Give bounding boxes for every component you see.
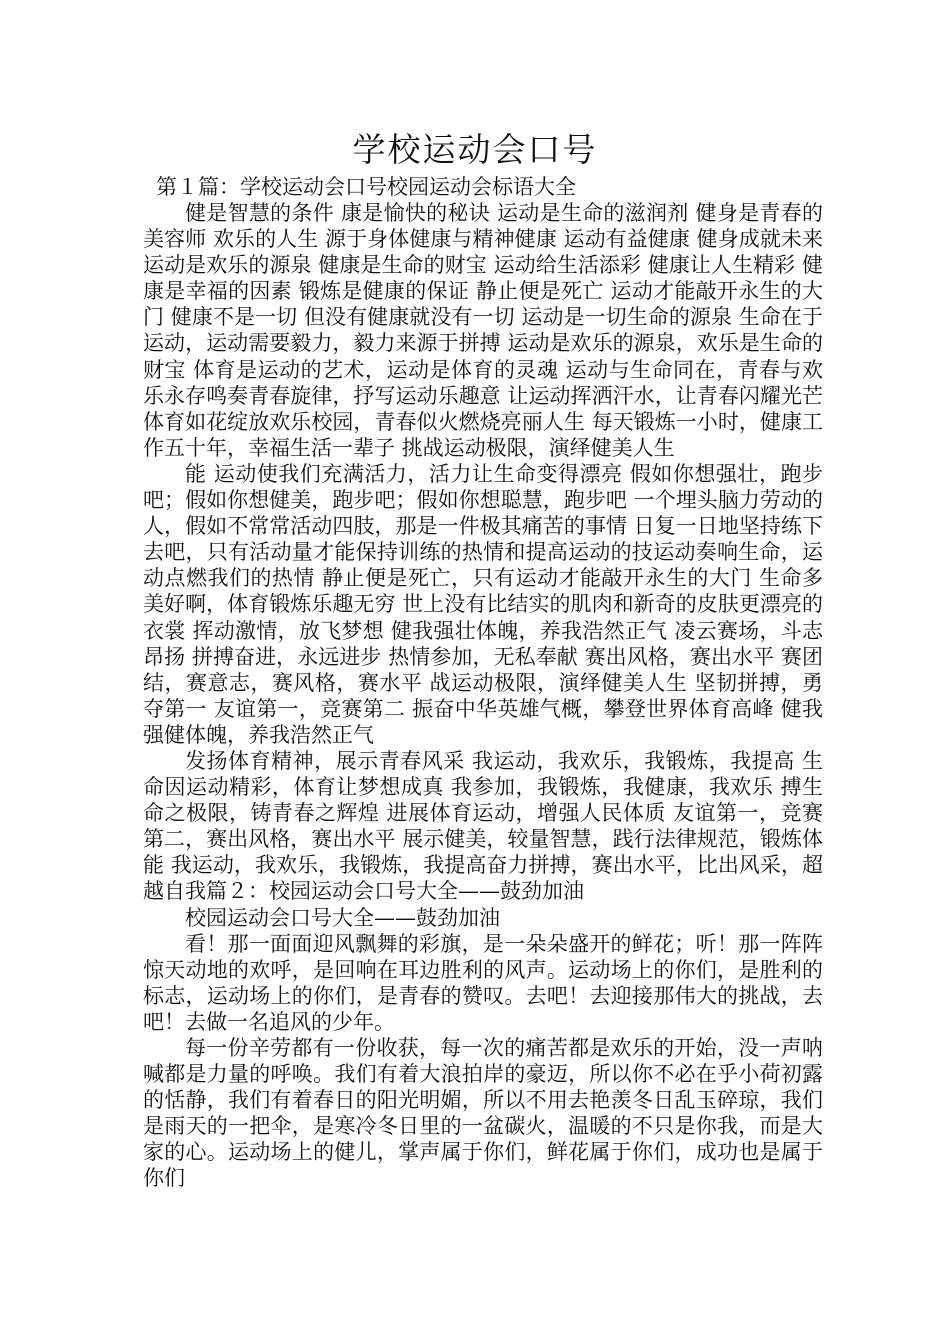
paragraph-6: 每一份辛劳都有一份收获，每一次的痛苦都是欢乐的开始，没一声呐喊都是力量的呼唤。我们有着大浪拍岸的豪迈，所以你不必在乎小荷初露的恬静，我们有着春日的阳光明媚，所以不用去艳羡冬日乱玉碎琼，我们是雨天的一把伞，是寒冷冬日里的一盆碳火，温暖的不只是你我，而是大家的心。运动场上的健儿，掌声属于你们，鲜花属于你们，成功也是属于你们 bbox=[143, 1036, 823, 1191]
paragraph-3: 发扬体育精神，展示青春风采 我运动，我欢乐，我锻炼，我提高 生命因运动精彩，体育让梦想成真 我参加，我锻炼，我健康，我欢乐 搏生命之极限，铸青春之辉煌 进展体育运动，增强人民体质 友谊第一，竞赛第二，赛出风格，赛出水平 展示健美，较量智慧，践行法律规范，锻炼体能 我运动，我欢乐，我锻炼，我提高奋力拼搏，赛出水平，比出风采，超越自我篇２：校园运动会口号大全——鼓劲加油 bbox=[143, 748, 823, 904]
paragraph-1: 健是智慧的条件 康是愉快的秘诀 运动是生命的滋润剂 健身是青春的美容师 欢乐的人生 源于身体健康与精神健康 运动有益健康 健身成就未来 运动是欢乐的源泉 健康是生命的财宝 运动给生活添彩 健康让人生精彩 健康是幸福的因素 锻炼是健康的保证 静止便是死亡 运动才能敲开永生的大门 健康不是一切 但没有健康就没有一切 运动是一切生命的源泉 生命在于运动，运动需要毅力，毅力来源于拼搏 运动是欢乐的源泉，欢乐是生命的财宝 体育是运动的艺术，运动是体育的灵魂 运动与生命同在，青春与欢乐永存鸣奏青春旋律，抒写运动乐趣意 让运动挥洒汗水，让青春闪耀光芒 体育如花绽放欢乐校园，青春似火燃烧亮丽人生 每天锻炼一小时，健康工作五十年，幸福生活一辈子 挑战运动极限，演绎健美人生 bbox=[143, 201, 823, 460]
paragraph-5: 看！那一面面迎风飘舞的彩旗，是一朵朵盛开的鲜花；听！那一阵阵惊天动地的欢呼，是回响在耳边胜利的风声。运动场上的你们，是胜利的标志，运动场上的你们，是青春的赞叹。去吧！去迎接那伟大的挑战，去吧！去做一名追风的少年。 bbox=[143, 931, 823, 1034]
section-heading: 第１篇：学校运动会口号校园运动会标语大全 bbox=[156, 175, 576, 199]
document-body bbox=[143, 200, 823, 1192]
paragraph-4: 校园运动会口号大全——鼓劲加油 bbox=[185, 905, 500, 930]
paragraph-2: 能 运动使我们充满活力，活力让生命变得漂亮 假如你想强壮，跑步吧；假如你想健美，跑步吧；假如你想聪慧，跑步吧 一个埋头脑力劳动的人，假如不常常活动四肢，那是一件极其痛苦的事情 日复一日地坚持练下去吧，只有活动量才能保持训练的热情和提高运动的技运动奏响生命，运动点燃我们的热情 静止便是死亡，只有运动才能敲开永生的大门 生命多美好啊，体育锻炼乐趣无穷 世上没有比结实的肌肉和新奇的皮肤更漂亮的衣裳 挥动激情，放飞梦想 健我强壮体魄，养我浩然正气 凌云赛场，斗志昂扬 拼搏奋进，永远进步 热情参加，无私奉献 赛出风格，赛出水平 赛团结，赛意志，赛风格，赛水平 战运动极限，演绎健美人生 坚韧拼搏，勇夺第一 友谊第一，竞赛第二 振奋中华英雄气概，攀登世界体育高峰 健我强健体魄，养我浩然正气 bbox=[143, 461, 823, 747]
document-title: 学校运动会口号 bbox=[352, 130, 598, 169]
